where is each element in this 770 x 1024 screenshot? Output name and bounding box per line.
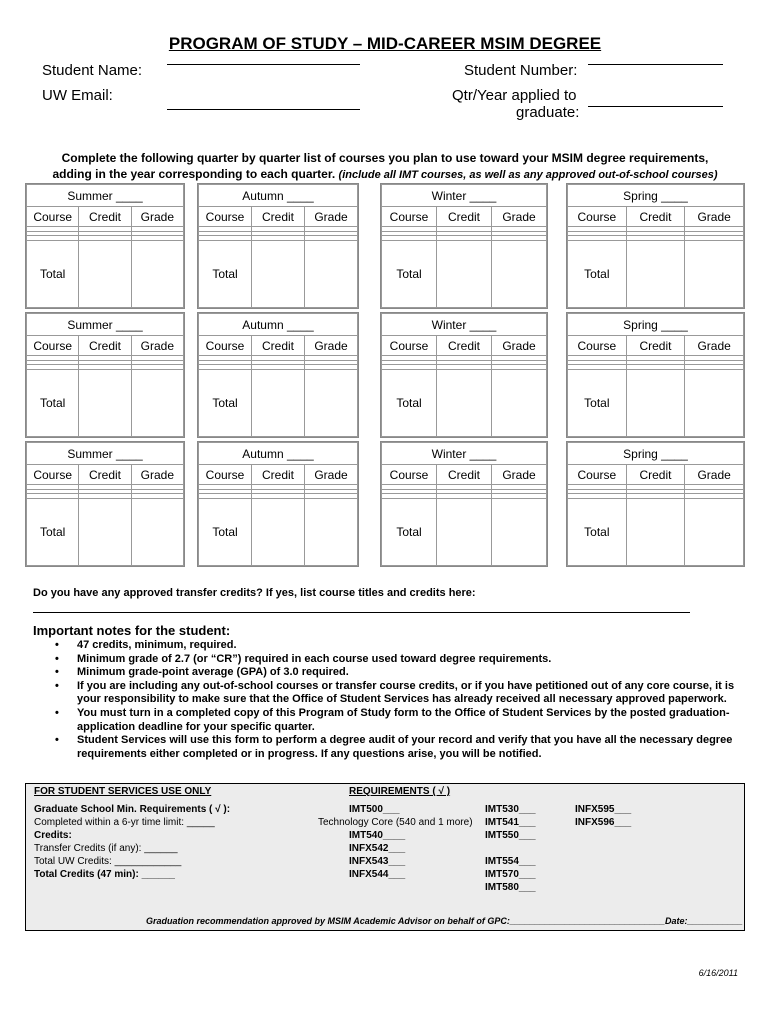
column-header: Course xyxy=(382,336,437,356)
quarter-box xyxy=(25,441,185,567)
qtr-year-label-1: Qtr/Year applied to xyxy=(452,87,577,104)
req-infx544: INFX544___ xyxy=(349,869,406,880)
revision-date: 6/16/2011 xyxy=(698,968,738,978)
transfer-credits-question: Do you have any approved transfer credits? If yes, list course titles and credits here: xyxy=(33,587,476,599)
instructions-line-2-note: (include all IMT courses, as well as any approved out-of-school courses) xyxy=(338,169,718,181)
column-header: Credit xyxy=(437,207,492,227)
total-credit-cell[interactable] xyxy=(79,369,131,437)
instructions-line-1: Complete the following quarter by quarter list of courses you plan to use toward your MSIM degree requirements, xyxy=(61,151,709,165)
student-name-field[interactable] xyxy=(167,64,360,65)
column-header: Course xyxy=(382,465,437,485)
total-credit-cell[interactable] xyxy=(626,498,685,566)
total-credit-cell[interactable] xyxy=(79,240,131,308)
total-credit-cell[interactable] xyxy=(626,369,685,437)
column-header: Credit xyxy=(252,207,305,227)
column-header: Grade xyxy=(685,336,744,356)
note-item: • Minimum grade of 2.7 (or “CR”) required in each course used toward degree requirements. xyxy=(55,653,745,667)
credits-label: Credits: xyxy=(34,830,72,841)
total-credit-cell[interactable] xyxy=(626,240,685,308)
quarter-table xyxy=(26,184,184,308)
column-header: Credit xyxy=(252,336,305,356)
total-grade-cell xyxy=(492,369,547,437)
total-credits: Total Credits (47 min): ______ xyxy=(34,869,175,880)
total-credit-cell[interactable] xyxy=(437,498,492,566)
column-header: Grade xyxy=(685,465,744,485)
total-grade-cell xyxy=(492,498,547,566)
req-imt554: IMT554___ xyxy=(485,856,536,867)
total-grade-cell xyxy=(305,369,358,437)
column-header: Course xyxy=(199,207,252,227)
quarter-table xyxy=(381,184,547,308)
total-credit-cell[interactable] xyxy=(252,369,305,437)
quarter-box xyxy=(25,312,185,438)
total-label: Total xyxy=(199,240,252,308)
total-credit-cell[interactable] xyxy=(252,498,305,566)
column-header: Grade xyxy=(492,207,547,227)
notes-list xyxy=(55,639,745,761)
quarter-heading: Spring ____ xyxy=(568,443,744,465)
quarter-box xyxy=(197,441,359,567)
student-name-label: Student Name: xyxy=(42,62,143,79)
quarter-box xyxy=(380,183,548,309)
note-item: • You must turn in a completed copy of this Program of Study form to the Office of Student Services by the posted graduation-application deadline for your specific quarter. xyxy=(55,707,745,734)
column-header: Credit xyxy=(437,465,492,485)
column-header: Credit xyxy=(437,336,492,356)
grad-school-min: Graduate School Min. Requirements ( √ ): xyxy=(34,804,231,815)
notes-heading: Important notes for the student: xyxy=(33,623,231,638)
office-heading: FOR STUDENT SERVICES USE ONLY xyxy=(34,786,212,797)
column-header: Course xyxy=(568,207,627,227)
completed-within: Completed within a 6-yr time limit: _____ xyxy=(34,817,215,828)
quarter-heading: Spring ____ xyxy=(568,314,744,336)
total-credit-cell[interactable] xyxy=(252,240,305,308)
total-credit-cell[interactable] xyxy=(437,240,492,308)
quarter-table xyxy=(381,313,547,437)
req-imt580: IMT580___ xyxy=(485,882,536,893)
column-header: Course xyxy=(382,207,437,227)
req-imt500: IMT500___ xyxy=(349,804,400,815)
req-imt530: IMT530___ xyxy=(485,804,536,815)
qtr-year-label-2: graduate: xyxy=(516,104,580,121)
req-imt541: IMT541___ xyxy=(485,817,536,828)
quarter-table xyxy=(26,442,184,566)
quarter-heading: Autumn ____ xyxy=(199,314,358,336)
quarter-box xyxy=(197,183,359,309)
quarter-box xyxy=(25,183,185,309)
total-grade-cell xyxy=(492,240,547,308)
quarter-box xyxy=(566,183,745,309)
total-grade-cell xyxy=(131,498,183,566)
student-number-field[interactable] xyxy=(588,64,723,65)
note-item: • Minimum grade-point average (GPA) of 3.0 required. xyxy=(55,666,745,680)
column-header: Course xyxy=(27,336,79,356)
column-header: Credit xyxy=(626,336,685,356)
quarter-box xyxy=(380,312,548,438)
column-header: Course xyxy=(199,465,252,485)
instructions xyxy=(0,150,770,183)
note-item: • Student Services will use this form to perform a degree audit of your record and verify that you have all the necessary degree requirements either completed or in progress. If any questions arise, you will be notified. xyxy=(55,734,745,761)
total-grade-cell xyxy=(685,240,744,308)
total-label: Total xyxy=(199,369,252,437)
column-header: Credit xyxy=(79,207,131,227)
quarter-table xyxy=(567,313,744,437)
column-header: Credit xyxy=(252,465,305,485)
total-label: Total xyxy=(27,369,79,437)
total-label: Total xyxy=(568,369,627,437)
req-imt540: IMT540____ xyxy=(349,830,406,841)
total-grade-cell xyxy=(131,369,183,437)
column-header: Grade xyxy=(492,336,547,356)
total-credit-cell[interactable] xyxy=(79,498,131,566)
quarter-heading: Summer ____ xyxy=(27,314,184,336)
total-uw-credits: Total UW Credits: ____________ xyxy=(34,856,182,867)
total-credit-cell[interactable] xyxy=(437,369,492,437)
column-header: Grade xyxy=(131,336,183,356)
quarter-table xyxy=(198,313,358,437)
total-grade-cell xyxy=(305,498,358,566)
transfer-credits: Transfer Credits (if any): ______ xyxy=(34,843,178,854)
approval-line[interactable]: Graduation recommendation approved by MSIM Academic Advisor on behalf of GPC:_______________________________Date:___________ xyxy=(146,916,743,926)
column-header: Course xyxy=(27,207,79,227)
total-label: Total xyxy=(199,498,252,566)
column-header: Grade xyxy=(131,465,183,485)
page-title: PROGRAM OF STUDY – MID-CAREER MSIM DEGREE xyxy=(168,34,602,53)
column-header: Credit xyxy=(79,336,131,356)
total-label: Total xyxy=(568,498,627,566)
req-infx542: INFX542___ xyxy=(349,843,406,854)
quarter-heading: Spring ____ xyxy=(568,185,744,207)
total-label: Total xyxy=(382,498,437,566)
column-header: Course xyxy=(27,465,79,485)
quarter-heading: Winter ____ xyxy=(382,185,547,207)
column-header: Grade xyxy=(305,465,358,485)
quarter-table xyxy=(567,184,744,308)
column-header: Credit xyxy=(626,465,685,485)
quarter-box xyxy=(197,312,359,438)
total-label: Total xyxy=(27,240,79,308)
quarter-heading: Winter ____ xyxy=(382,443,547,465)
quarter-table xyxy=(198,442,358,566)
column-header: Grade xyxy=(492,465,547,485)
note-item: • If you are including any out-of-school courses or transfer course credits, or if you have petitioned out of any core course, it is your responsibility to make sure that the Office of Student Services has already received all necessary approved paperwork. xyxy=(55,680,745,707)
req-tech-core: Technology Core (540 and 1 more) xyxy=(318,817,473,828)
req-imt570: IMT570___ xyxy=(485,869,536,880)
student-number-label: Student Number: xyxy=(464,62,578,79)
uw-email-label: UW Email: xyxy=(42,87,113,104)
column-header: Grade xyxy=(131,207,183,227)
instructions-line-2 xyxy=(0,166,770,183)
req-infx595: INFX595___ xyxy=(575,804,632,815)
quarter-box xyxy=(566,312,745,438)
total-grade-cell xyxy=(131,240,183,308)
quarter-heading: Winter ____ xyxy=(382,314,547,336)
total-grade-cell xyxy=(685,498,744,566)
total-grade-cell xyxy=(685,369,744,437)
quarter-table xyxy=(198,184,358,308)
quarter-heading: Autumn ____ xyxy=(199,443,358,465)
quarter-box xyxy=(380,441,548,567)
req-imt550: IMT550___ xyxy=(485,830,536,841)
column-header: Grade xyxy=(305,336,358,356)
quarter-table xyxy=(381,442,547,566)
req-infx543: INFX543___ xyxy=(349,856,406,867)
column-header: Course xyxy=(199,336,252,356)
transfer-credits-field[interactable] xyxy=(33,612,690,613)
qtr-year-field[interactable] xyxy=(588,106,723,107)
column-header: Credit xyxy=(79,465,131,485)
quarter-box xyxy=(566,441,745,567)
column-header: Grade xyxy=(685,207,744,227)
quarter-heading: Summer ____ xyxy=(27,185,184,207)
column-header: Course xyxy=(568,336,627,356)
column-header: Credit xyxy=(626,207,685,227)
total-label: Total xyxy=(382,369,437,437)
column-header: Course xyxy=(568,465,627,485)
total-label: Total xyxy=(27,498,79,566)
uw-email-field[interactable] xyxy=(167,109,360,110)
req-infx596: INFX596___ xyxy=(575,817,632,828)
quarter-heading: Summer ____ xyxy=(27,443,184,465)
note-item: • 47 credits, minimum, required. xyxy=(55,639,745,653)
total-grade-cell xyxy=(305,240,358,308)
total-label: Total xyxy=(568,240,627,308)
column-header: Grade xyxy=(305,207,358,227)
instructions-line-2-text: adding in the year corresponding to each quarter. xyxy=(52,167,339,181)
quarter-heading: Autumn ____ xyxy=(199,185,358,207)
requirements-heading: REQUIREMENTS ( √ ) xyxy=(349,786,451,797)
quarter-table xyxy=(567,442,744,566)
total-label: Total xyxy=(382,240,437,308)
quarter-table xyxy=(26,313,184,437)
student-services-box xyxy=(25,783,745,931)
